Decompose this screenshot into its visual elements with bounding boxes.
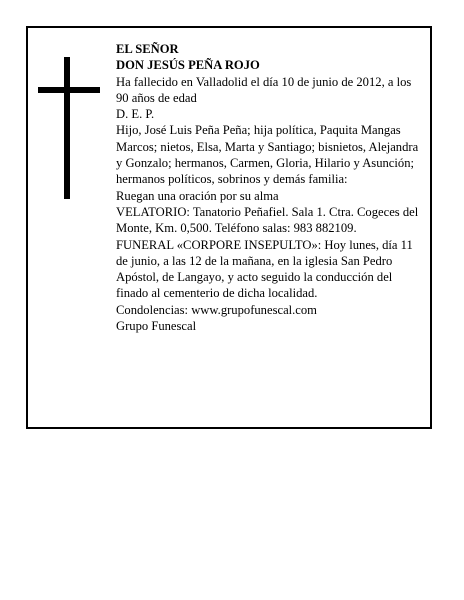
cross-horizontal-bar — [38, 87, 100, 93]
cross-vertical-bar — [64, 57, 70, 199]
dep-line: D. E. P. — [116, 107, 155, 122]
death-info: Ha fallecido en Valladolid el día 10 de junio de 2012, a los 90 años de edad — [116, 74, 412, 105]
condolences-line: Condolencias: www.grupofunescal.com — [116, 302, 317, 317]
deceased-name: DON JESÚS PEÑA ROJO — [116, 58, 260, 73]
notice-title-line-1: EL SEÑOR — [116, 42, 179, 56]
cross-icon — [38, 57, 100, 199]
prayer-request: Ruegan una oración por su alma — [116, 188, 279, 203]
funeral-info: FUNERAL «CORPORE INSEPULTO»: Hoy lunes, día 11 de junio, a las 12 de la mañana, en la iglesia San Pedro Apóstol, de Langayo, y acto seguido la conducción del finado al cementerio de dicha localidad. — [116, 237, 413, 301]
wake-info: VELATORIO: Tanatorio Peñafiel. Sala 1. Ctra. Cogeces del Monte, Km. 0,500. Teléfono salas: 983 882109. — [116, 204, 419, 236]
obituary-notice — [26, 26, 432, 429]
signature: Grupo Funescal — [116, 319, 197, 334]
family-list: Hijo, José Luis Peña Peña; hija política, Paquita Mangas Marcos; nietos, Elsa, Marta y Santiago; bisnietos, Alejandra y Gonzalo; hermanos, Carmen, Gloria, Hilario y Asunción; hermanos políticos, sobrinos y demás familia: — [116, 123, 419, 187]
notice-body — [116, 41, 426, 334]
